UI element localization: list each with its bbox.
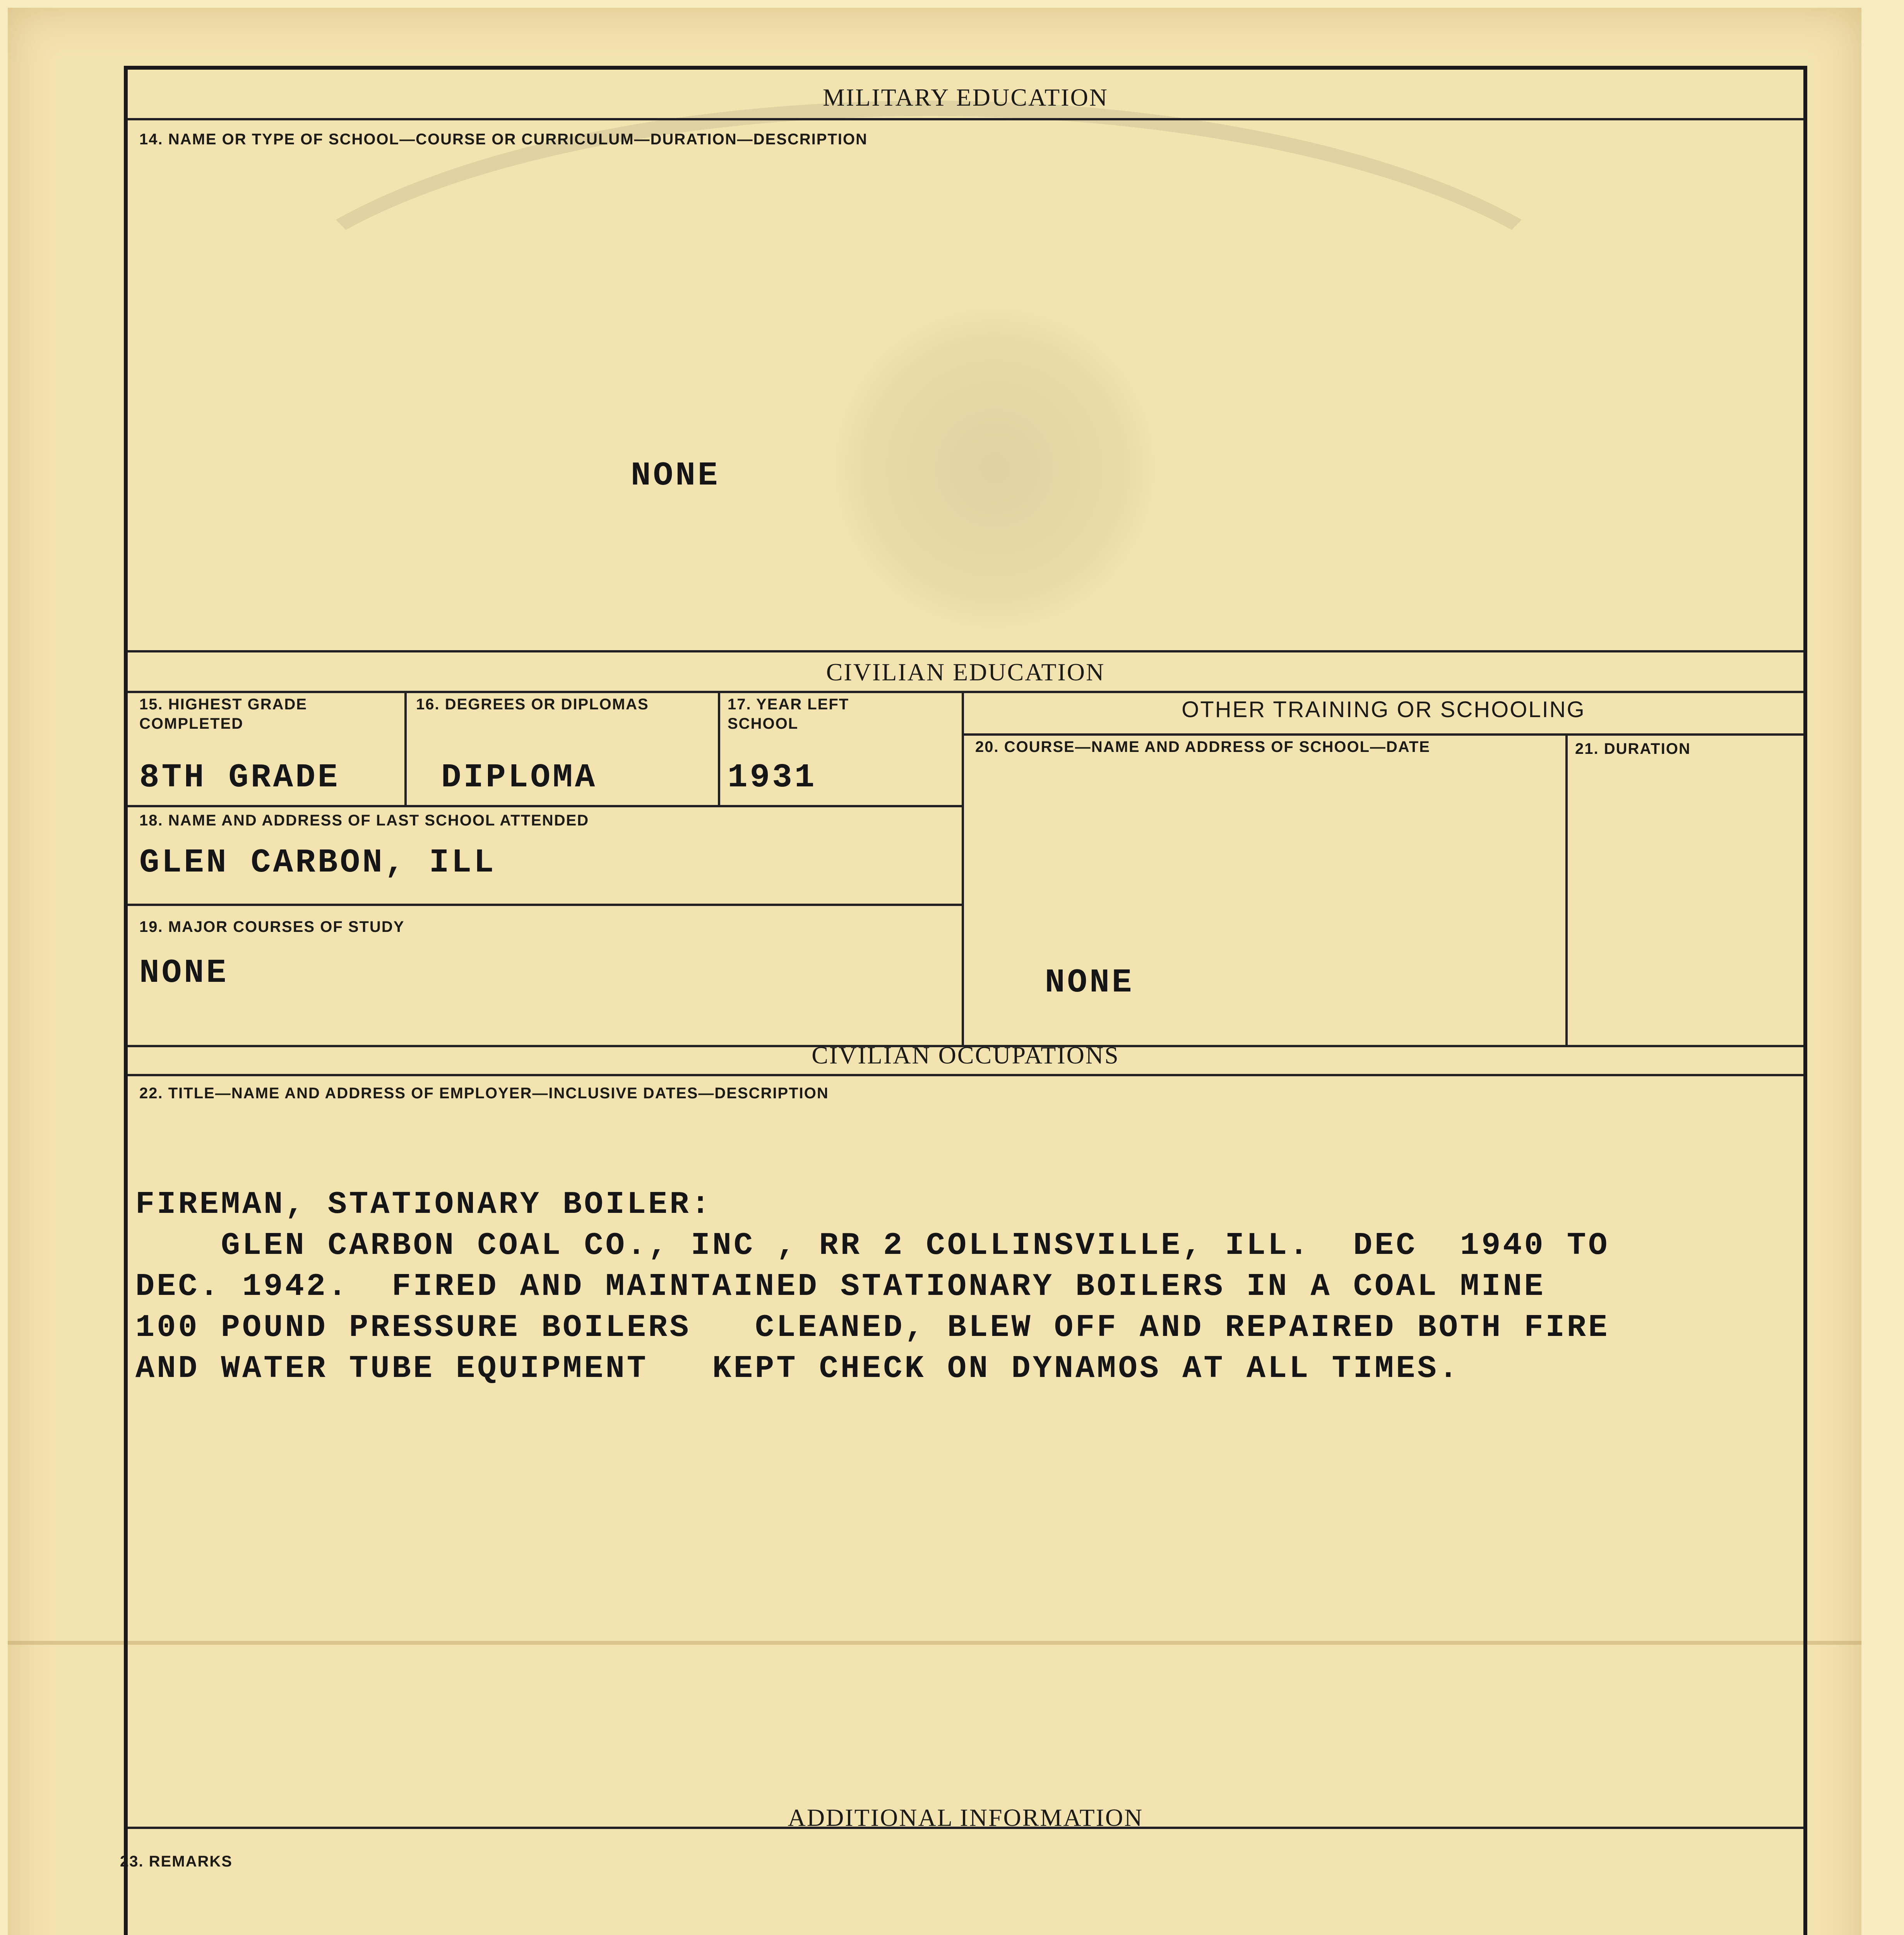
- divider: [1565, 735, 1568, 1047]
- field-22-label: 22. TITLE—NAME AND ADDRESS OF EMPLOYER—INCLUSIVE DATES—DESCRIPTION: [139, 1085, 829, 1102]
- other-training-title: OTHER TRAINING OR SCHOOLING: [1181, 697, 1586, 722]
- field-19-label: 19. MAJOR COURSES OF STUDY: [139, 918, 405, 935]
- divider: [128, 118, 1803, 120]
- additional-information-title: ADDITIONAL INFORMATION: [788, 1804, 1144, 1831]
- divider: [128, 1074, 1803, 1076]
- occupation-line: GLEN CARBON COAL CO., INC , RR 2 COLLINSVILLE, ILL. DEC 1940 TO: [135, 1228, 1610, 1264]
- divider: [718, 691, 720, 807]
- divider: [404, 691, 407, 807]
- field-21-label: 21. DURATION: [1575, 740, 1691, 757]
- field-17-label: 17. YEAR LEFT SCHOOL: [728, 696, 849, 732]
- civilian-education-title: CIVILIAN EDUCATION: [826, 658, 1105, 686]
- field-15-label: 15. HIGHEST GRADE COMPLETED: [139, 696, 308, 732]
- military-education-title: MILITARY EDUCATION: [823, 84, 1108, 111]
- field-17-value: 1931: [728, 759, 817, 796]
- form-frame: [124, 66, 1807, 1935]
- field-16-label: 16. DEGREES OR DIPLOMAS: [416, 696, 649, 713]
- occupation-line: FIREMAN, STATIONARY BOILER:: [135, 1187, 712, 1223]
- field-16-value: DIPLOMA: [441, 759, 598, 796]
- civilian-occupations-title: CIVILIAN OCCUPATIONS: [812, 1041, 1120, 1069]
- field-20-label: 20. COURSE—NAME AND ADDRESS OF SCHOOL—DATE: [975, 738, 1430, 755]
- occupation-line: 100 POUND PRESSURE BOILERS CLEANED, BLEW OFF AND REPAIRED BOTH FIRE: [135, 1310, 1610, 1346]
- divider: [128, 650, 1803, 652]
- field-14-value: NONE: [631, 457, 720, 495]
- field-18-label: 18. NAME AND ADDRESS OF LAST SCHOOL ATTENDED: [139, 812, 589, 829]
- other-training-value: NONE: [1045, 964, 1134, 1002]
- divider: [964, 733, 1803, 736]
- divider: [962, 691, 964, 1047]
- field-23-label: 23. REMARKS: [120, 1853, 233, 1870]
- occupation-line: AND WATER TUBE EQUIPMENT KEPT CHECK ON DYNAMOS AT ALL TIMES.: [135, 1351, 1460, 1387]
- field-19-value: NONE: [139, 954, 229, 992]
- divider: [128, 691, 1803, 693]
- field-14-label: 14. NAME OR TYPE OF SCHOOL—COURSE OR CURRICULUM—DURATION—DESCRIPTION: [139, 131, 868, 148]
- field-18-value: GLEN CARBON, ILL: [139, 844, 496, 882]
- divider: [128, 904, 964, 906]
- divider: [128, 805, 964, 807]
- field-15-value: 8TH GRADE: [139, 759, 340, 796]
- occupation-line: DEC. 1942. FIRED AND MAINTAINED STATIONARY BOILERS IN A COAL MINE: [135, 1269, 1546, 1305]
